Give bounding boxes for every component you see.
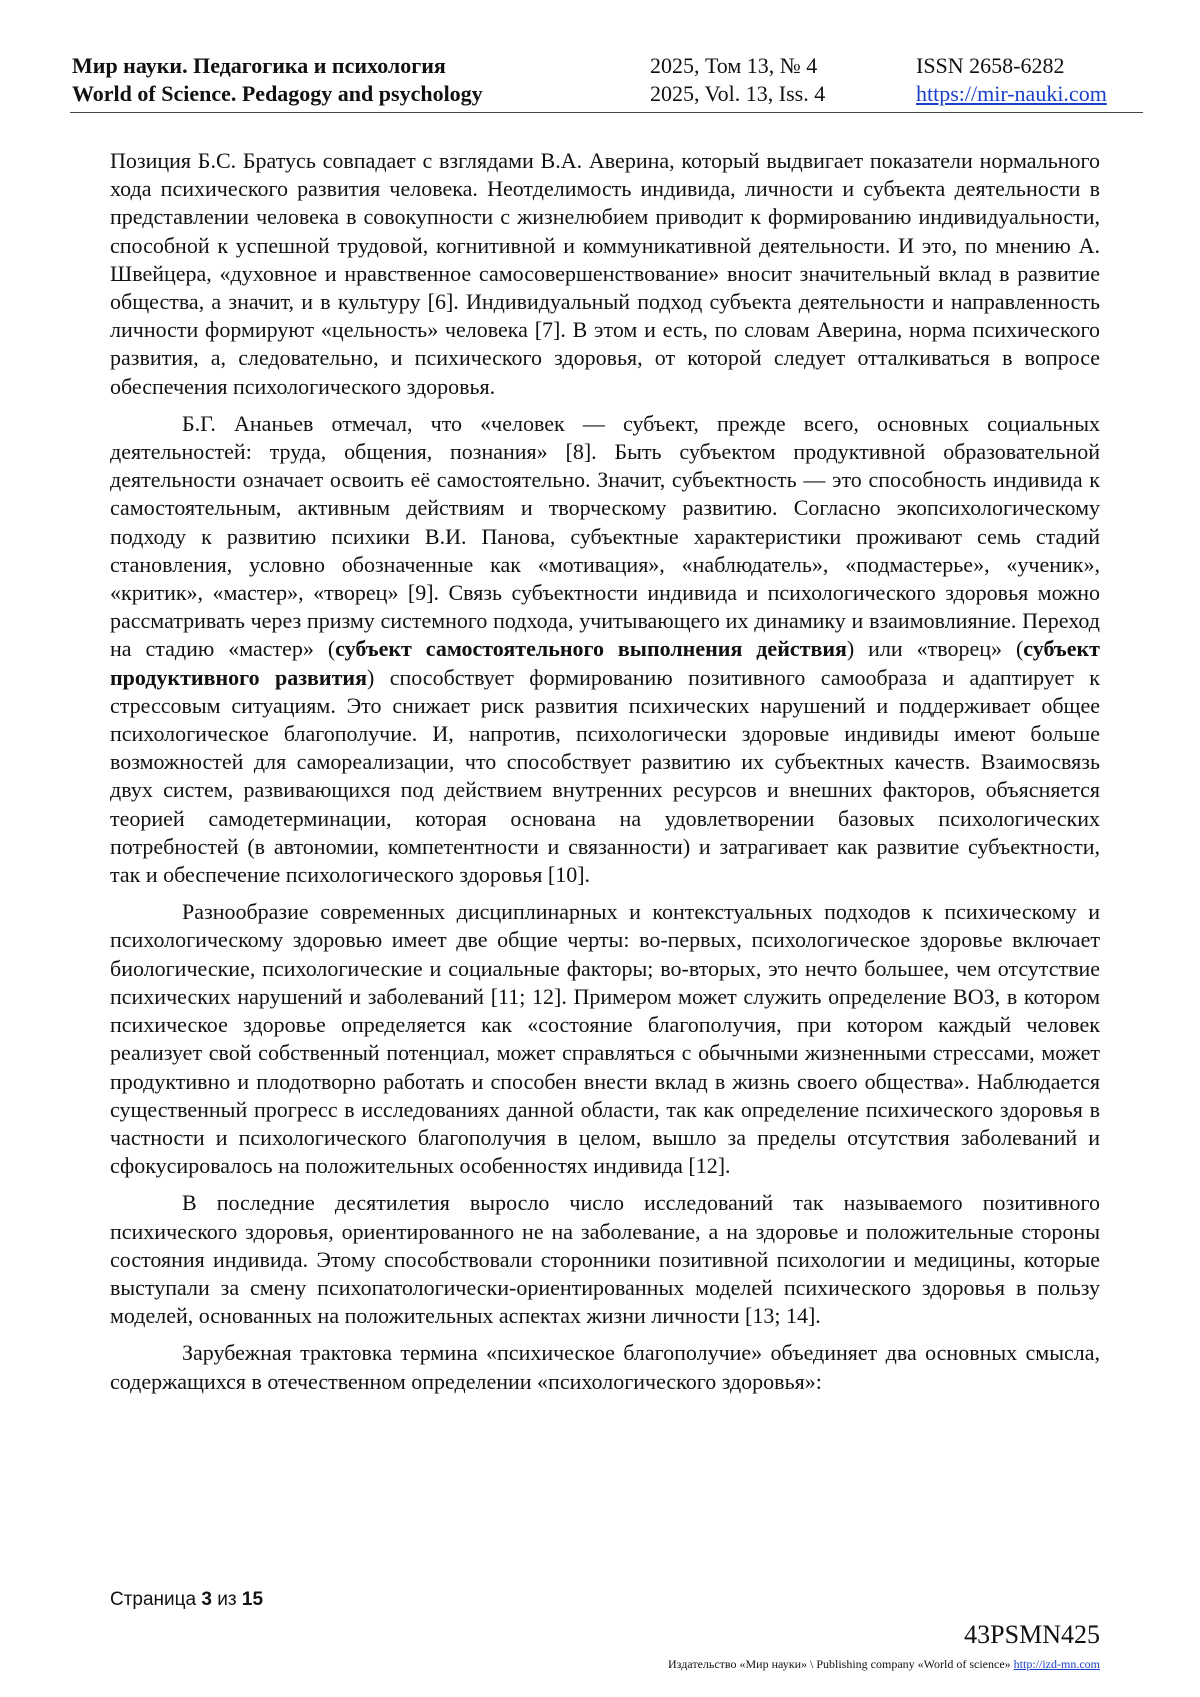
- paragraph-5: Зарубежная трактовка термина «психическое благополучие» объединяет два основных смысла, содержащихся в отечественном определении «психологического здоровья»:: [110, 1340, 1100, 1394]
- page-total: 15: [241, 1589, 264, 1610]
- paragraph-2-bold-a: субъект самостоятельного выполнения действия: [335, 636, 847, 662]
- issue-info-en: 2025, Vol. 13, Iss. 4: [650, 81, 826, 106]
- article-body: [110, 147, 1100, 1405]
- article-code: 43PSMN425: [964, 1620, 1100, 1649]
- issn: ISSN 2658-6282: [916, 53, 1065, 78]
- page-label: Страница: [110, 1589, 197, 1610]
- journal-title: [72, 52, 483, 108]
- journal-title-en: World of Science. Pedagogy and psychology: [72, 81, 483, 106]
- issue-info-ru: 2025, Том 13, № 4: [650, 53, 818, 78]
- paragraph-3: Разнообразие современных дисциплинарных и контекстуальных подходов к психическому и психологическому здоровью имеет две общие черты: во-первых, психологическое здоровье включает биологические, психологические и социальные факторы; во-вторых, это нечто большее, чем отсутствие психических нарушений и заболеваний [11; 12]. Примером может служить определение ВОЗ, в котором психическое здоровье определяется как «состояние благополучия, при котором каждый человек реализует свой собственный потенциал, может справляться с обычными жизненными стрессами, может продуктивно и плодотворно работать и способен внести вклад в жизнь своего общества». Наблюдается существенный прогресс в исследованиях данной области, так как определение психического здоровья в частности и психологического благополучия в целом, вышло за пределы отсутствия заболеваний и сфокусировалось на положительных особенностях индивида [12].: [110, 899, 1100, 1179]
- header-divider: [70, 112, 1143, 113]
- publisher-text: Издательство «Мир науки» \ Publishing company «World of science»: [668, 1657, 1011, 1671]
- publisher-url-link[interactable]: http://izd-mn.com: [1013, 1657, 1100, 1671]
- paragraph-2-bold-b: субъект продуктивного развития: [110, 636, 1100, 690]
- paragraph-1: Позиция Б.С. Братусь совпадает с взглядами В.А. Аверина, который выдвигает показатели нормального хода психического развития человека. Неотделимость индивида, личности и субъекта деятельности в представлении человека в совокупности с жизнелюбием приводит к формированию индивидуальности, способной к успешной трудовой, когнитивной и коммуникативной деятельности. И это, по мнению А. Швейцера, «духовное и нравственное самосовершенствование» вносит значительный вклад в развитие общества, а значит, и в культуру [6]. Индивидуальный подход субъекта деятельности и направленность личности формируют «цельность» человека [7]. В этом и есть, по словам Аверина, норма психического развития, а, следовательно, и психического здоровья, от которой следует отталкиваться в вопросе обеспечения психологического здоровья.: [110, 148, 1100, 399]
- page-current: 3: [201, 1589, 212, 1610]
- paragraph-2-text-b: ) или «творец» (: [846, 636, 1024, 662]
- paragraph-2: [110, 410, 1100, 889]
- paragraph-2-text-a: Б.Г. Ананьев отмечал, что «человек — субъект, прежде всего, основных социальных деятельностей: труда, общения, познания» [8]. Быть субъектом продуктивной образовательной деятельности означает освоить её самостоятельно. Значит, субъектность — это способность индивида к самостоятельным, активным действиям и творческому развитию. Согласно экопсихологическому подходу к развитию психики В.И. Панова, субъектные характеристики проживают семь стадий становления, условно обозначенные как «мотивация», «наблюдатель», «подмастерье», «ученик», «критик», «мастер», «творец» [9]. Связь субъектности индивида и психологического здоровья можно рассматривать через призму системного подхода, учитывающего их динамику и взаимовлияние. Переход на стадию «мастер» (: [110, 410, 1100, 662]
- page-of: из: [217, 1589, 237, 1610]
- journal-url-link[interactable]: https://mir-nauki.com: [916, 81, 1107, 106]
- page-number: [110, 1588, 263, 1612]
- publisher-line: [668, 1656, 1100, 1672]
- journal-title-ru: Мир науки. Педагогика и психология: [72, 53, 446, 78]
- issue-info: [650, 52, 825, 108]
- paragraph-4: В последние десятилетия выросло число исследований так называемого позитивного психического здоровья, ориентированного не на заболевание, а на здоровье и положительные стороны состояния индивида. Этому способствовали сторонники позитивной психологии и медицины, которые выступали за смену психопатологически-ориентированных моделей психического здоровья в пользу моделей, основанных на положительных аспектах жизни личности [13; 14].: [110, 1190, 1100, 1329]
- paragraph-2-text-c: ) способствует формированию позитивного самообраза и адаптирует к стрессовым ситуациям. Это снижает риск развития психических нарушений и поддерживает общее психологическое благополучие. И, напротив, психологически здоровые индивиды имеют больше возможностей для самореализации, что способствует развитию их субъектных качеств. Взаимосвязь двух систем, развивающихся под действием внутренних ресурсов и внешних факторов, объясняется теорией самодетерминации, которая основана на удовлетворении базовых психологических потребностей (в автономии, компетентности и связанности) и затрагивает как развитие субъектности, так и обеспечение психологического здоровья [10].: [110, 664, 1100, 888]
- issn-block: [916, 52, 1107, 108]
